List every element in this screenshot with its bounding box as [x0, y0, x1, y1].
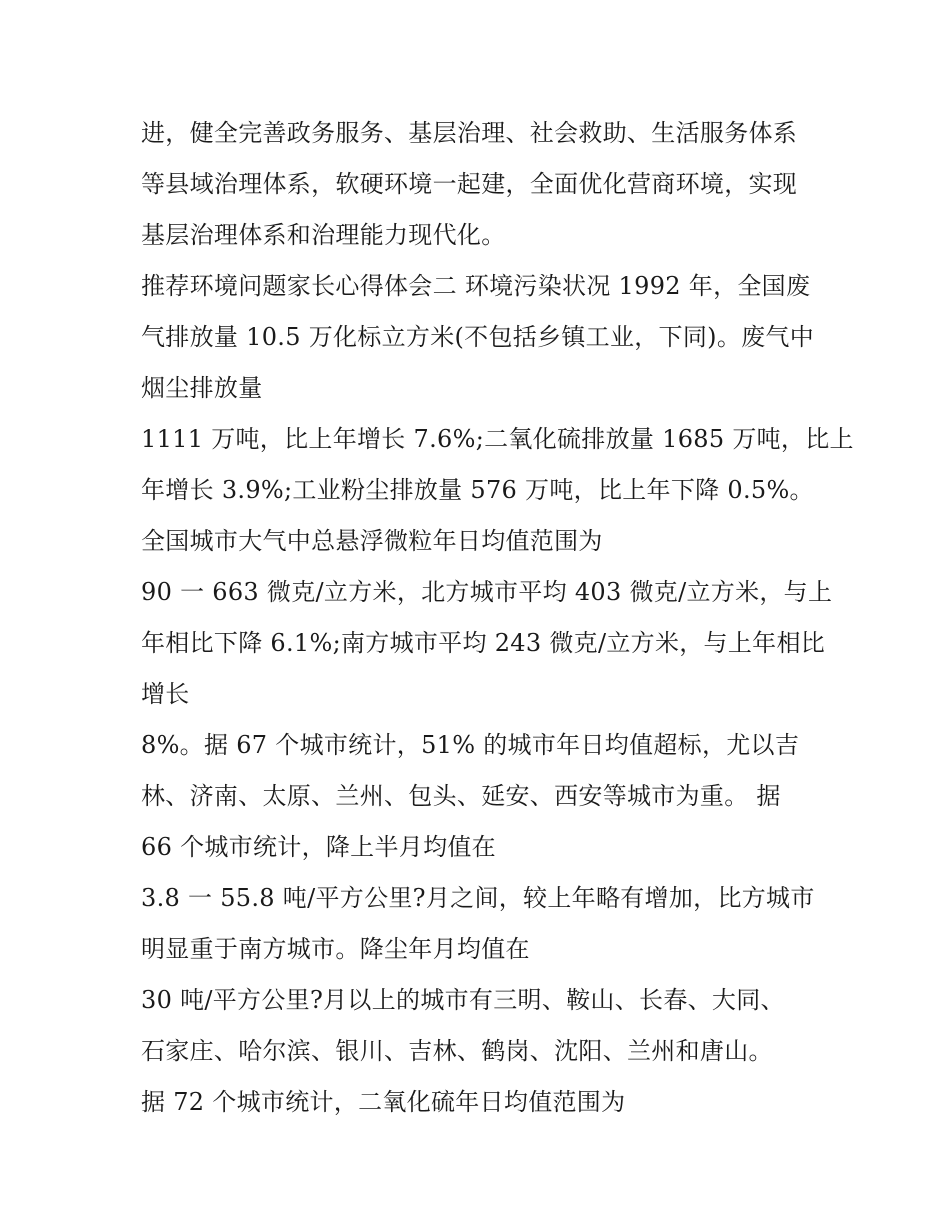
text-line: 66 个城市统计，降上半月均值在: [141, 833, 496, 861]
text-line: 气排放量 10.5 万化标立方米(不包括乡镇工业，下同)。废气中: [141, 323, 815, 351]
text-line: 年增长 3.9%;工业粉尘排放量 576 万吨，比上年下降 0.5%。: [141, 476, 814, 504]
text-line: 增长: [141, 680, 190, 708]
text-line: 8%。据 67 个城市统计，51% 的城市年日均值超标，尤以吉: [141, 731, 800, 759]
text-line: 基层治理体系和治理能力现代化。: [141, 221, 506, 249]
text-line: 林、济南、太原、兰州、包头、延安、西安等城市为重。 据: [141, 782, 781, 810]
text-line: 1111 万吨，比上年增长 7.6%;二氧化硫排放量 1685 万吨，比上: [141, 425, 854, 453]
body-text: [141, 108, 854, 1128]
text-line: 30 吨/平方公里?月以上的城市有三明、鞍山、长春、大同、: [141, 986, 785, 1014]
text-line: 年相比下降 6.1%;南方城市平均 243 微克/立方米，与上年相比: [141, 629, 826, 657]
text-line: 据 72 个城市统计，二氧化硫年日均值范围为: [141, 1088, 626, 1116]
text-line: 全国城市大气中总悬浮微粒年日均值范围为: [141, 527, 603, 555]
text-line: 烟尘排放量: [141, 374, 263, 402]
text-line: 进，健全完善政务服务、基层治理、社会救助、生活服务体系: [141, 119, 798, 147]
text-line: 3.8 一 55.8 吨/平方公里?月之间，较上年略有增加，比方城市: [141, 884, 815, 912]
text-line: 90 一 663 微克/立方米，北方城市平均 403 微克/立方米，与上: [141, 578, 833, 606]
text-line: 石家庄、哈尔滨、银川、吉林、鹤岗、沈阳、兰州和唐山。: [141, 1037, 773, 1065]
text-line: 推荐环境问题家长心得体会二 环境污染状况 1992 年，全国废: [141, 272, 811, 300]
text-line: 明显重于南方城市。降尘年月均值在: [141, 935, 530, 963]
text-line: 等县域治理体系，软硬环境一起建，全面优化营商环境，实现: [141, 170, 798, 198]
